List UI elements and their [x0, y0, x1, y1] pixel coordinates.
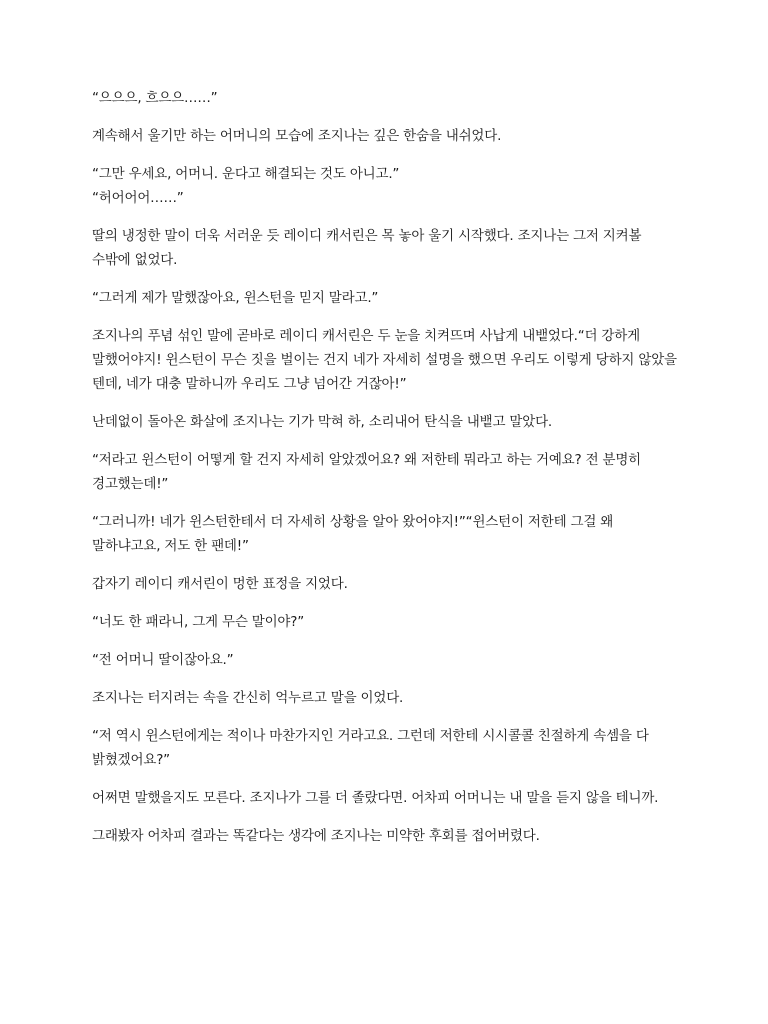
paragraph: “그러게 제가 말했잖아요, 윈스턴을 믿지 말라고.” [92, 290, 379, 306]
document-body [92, 86, 682, 862]
paragraph: “으으으, 흐으으……” [92, 90, 218, 106]
paragraph: 어쩌면 말했을지도 모른다. 조지나가 그를 더 졸랐다면. 어차피 어머니는 내 말을 듣지 않을 테니까. [92, 790, 659, 806]
paragraph: 난데없이 돌아온 화살에 조지나는 기가 막혀 하, 소리내어 탄식을 내뱉고 말았다. [92, 414, 553, 430]
paragraph: 갑자기 레이디 캐서린이 멍한 표정을 지었다. [92, 576, 348, 592]
paragraph: “저 역시 윈스턴에게는 적이나 마찬가지인 거라고요. 그런데 저한테 시시콜콜 친절하게 속셈을 다 밝혔겠어요?” [92, 728, 653, 768]
paragraph: 딸의 냉정한 말이 더욱 서러운 듯 레이디 캐서린은 목 놓아 울기 시작했다. 조지나는 그저 지켜볼 수밖에 없었다. [92, 228, 646, 268]
paragraph: “그러니까! 네가 윈스턴한테서 더 자세히 상황을 알아 왔어야지!”“윈스턴이 저한테 그걸 왜 말하냐고요, 저도 한 팬데!” [92, 514, 618, 554]
paragraph: “그만 우세요, 어머니. 운다고 해결되는 것도 아니고.” “허어어어……” [92, 166, 400, 206]
paragraph: “저라고 윈스턴이 어떻게 할 건지 자세히 알았겠어요? 왜 저한테 뭐라고 하는 거예요? 전 분명히 경고했는데!” [92, 452, 646, 492]
paragraph: 조지나의 푸념 섞인 말에 곧바로 레이디 캐서린은 두 눈을 치켜뜨며 사납게 내뱉었다.“더 강하게 말했어야지! 윈스턴이 무슨 짓을 벌이는 건지 네가 자세히 설명을 했으면 우리도 이렇게 당하지 않았을 텐데, 네가 대충 말하니까 우리도 그냥 넘어간 거잖아!” [92, 328, 681, 392]
paragraph: 계속해서 울기만 하는 어머니의 모습에 조지나는 깊은 한숨을 내쉬었다. [92, 128, 502, 144]
paragraph: “너도 한 패라니, 그게 무슨 말이야?” [92, 614, 305, 630]
paragraph: 조지나는 터지려는 속을 간신히 억누르고 말을 이었다. [92, 690, 404, 706]
paragraph: 그래봤자 어차피 결과는 똑같다는 생각에 조지나는 미약한 후회를 접어버렸다. [92, 828, 540, 844]
paragraph: “전 어머니 딸이잖아요.” [92, 652, 234, 668]
